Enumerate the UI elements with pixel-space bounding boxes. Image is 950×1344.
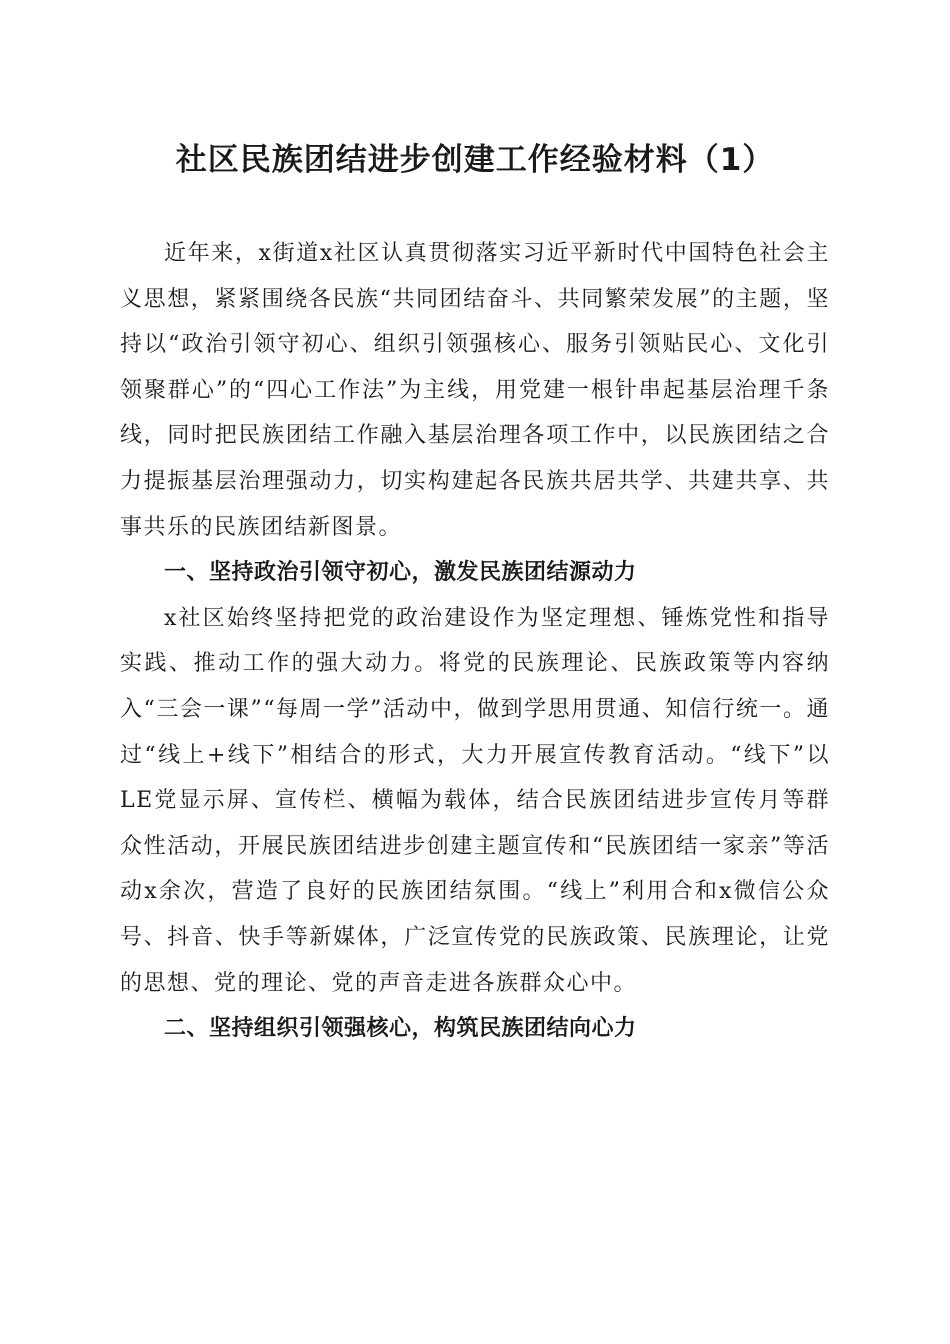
document-title: 社区民族团结进步创建工作经验材料（1） bbox=[175, 142, 775, 178]
section-heading-1: 一、坚持政治引领守初心，激发民族团结源动力 bbox=[164, 560, 637, 586]
document-body bbox=[120, 231, 830, 1052]
intro-paragraph: 近年来，x街道x社区认真贯彻落实习近平新时代中国特色社会主义思想，紧紧围绕各民族“共同团结奋斗、共同繁荣发展”的主题，坚持以“政治引领守初心、组织引领强核心、服务引领贴民心、文化引领聚群心”的“四心工作法”为主线，用党建一根针串起基层治理千条线，同时把民族团结工作融入基层治理各项工作中，以民族团结之合力提振基层治理强动力，切实构建起各民族共居共学、共建共享、共事共乐的民族团结新图景。 bbox=[120, 241, 830, 540]
section-heading-2: 二、坚持组织引领强核心，构筑民族团结向心力 bbox=[164, 1016, 637, 1042]
section-1-paragraph: x社区始终坚持把党的政治建设作为坚定理想、锤炼党性和指导实践、推动工作的强大动力。将党的民族理论、民族政策等内容纳入“三会一课”“每周一学”活动中，做到学思用贯通、知信行统一。通过“线上+线下”相结合的形式，大力开展宣传教育活动。“线下”以LE党显示屏、宣传栏、横幅为载体，结合民族团结进步宣传月等群众性活动，开展民族团结进步创建主题宣传和“民族团结一家亲”等活动x余次，营造了良好的民族团结氛围。“线上”利用合和x微信公众号、抖音、快手等新媒体，广泛宣传党的民族政策、民族理论，让党的思想、党的理论、党的声音走进各族群众心中。 bbox=[120, 605, 830, 996]
